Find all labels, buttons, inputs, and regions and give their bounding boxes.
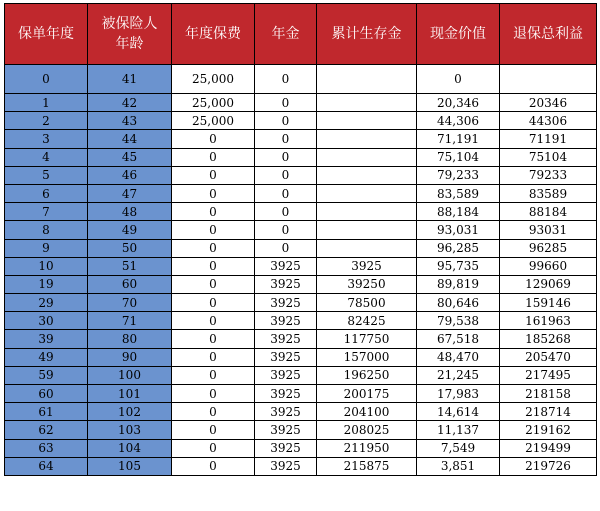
cell-cash-value: 79,233	[417, 166, 500, 184]
table-row	[5, 65, 597, 94]
cell-annuity: 3925	[255, 421, 317, 439]
cell-cumulative-survival: 39250	[317, 275, 417, 293]
cell-cash-value: 80,646	[417, 294, 500, 312]
cell-insured-age: 44	[88, 130, 172, 148]
table-row	[5, 148, 597, 166]
cell-cumulative-survival	[317, 112, 417, 130]
cell-cumulative-survival	[317, 184, 417, 202]
cell-insured-age: 102	[88, 403, 172, 421]
cell-policy-year: 10	[5, 257, 88, 275]
cell-cash-value: 67,518	[417, 330, 500, 348]
cell-total-surrender: 83589	[500, 184, 597, 202]
cell-total-surrender: 44306	[500, 112, 597, 130]
cell-policy-year: 4	[5, 148, 88, 166]
cell-insured-age: 80	[88, 330, 172, 348]
cell-cumulative-survival	[317, 203, 417, 221]
table-row	[5, 457, 597, 475]
cell-annuity: 0	[255, 184, 317, 202]
cell-annual-premium: 0	[172, 330, 255, 348]
cell-policy-year: 5	[5, 166, 88, 184]
cell-annual-premium: 0	[172, 166, 255, 184]
cell-total-surrender: 75104	[500, 148, 597, 166]
cell-annuity: 3925	[255, 330, 317, 348]
cell-insured-age: 49	[88, 221, 172, 239]
cell-policy-year: 0	[5, 65, 88, 94]
cell-cash-value: 7,549	[417, 439, 500, 457]
cell-annuity: 3925	[255, 366, 317, 384]
cell-cumulative-survival: 196250	[317, 366, 417, 384]
cell-policy-year: 29	[5, 294, 88, 312]
cell-total-surrender: 79233	[500, 166, 597, 184]
cell-cumulative-survival: 117750	[317, 330, 417, 348]
cell-annuity: 3925	[255, 403, 317, 421]
cell-policy-year: 30	[5, 312, 88, 330]
cell-cash-value: 79,538	[417, 312, 500, 330]
header-insured-age-label: 被保险人年龄	[101, 16, 158, 52]
table-row	[5, 385, 597, 403]
table-row	[5, 403, 597, 421]
table-row	[5, 330, 597, 348]
cell-policy-year: 19	[5, 275, 88, 293]
cell-insured-age: 105	[88, 457, 172, 475]
cell-insured-age: 70	[88, 294, 172, 312]
cell-annuity: 3925	[255, 457, 317, 475]
table-row	[5, 166, 597, 184]
cell-annual-premium: 0	[172, 457, 255, 475]
cell-cash-value: 71,191	[417, 130, 500, 148]
cell-insured-age: 60	[88, 275, 172, 293]
cell-insured-age: 71	[88, 312, 172, 330]
cell-annuity: 0	[255, 94, 317, 112]
cell-total-surrender: 129069	[500, 275, 597, 293]
cell-total-surrender: 93031	[500, 221, 597, 239]
cell-policy-year: 62	[5, 421, 88, 439]
table-row	[5, 112, 597, 130]
cell-annual-premium: 0	[172, 348, 255, 366]
cell-annuity: 3925	[255, 348, 317, 366]
cell-annuity: 3925	[255, 385, 317, 403]
table-body	[5, 65, 597, 476]
cell-total-surrender: 219726	[500, 457, 597, 475]
cell-cash-value: 95,735	[417, 257, 500, 275]
cell-cash-value: 48,470	[417, 348, 500, 366]
cell-annuity: 3925	[255, 257, 317, 275]
cell-annual-premium: 0	[172, 294, 255, 312]
cell-insured-age: 48	[88, 203, 172, 221]
cell-cumulative-survival	[317, 148, 417, 166]
cell-cumulative-survival: 157000	[317, 348, 417, 366]
table-row	[5, 221, 597, 239]
cell-insured-age: 90	[88, 348, 172, 366]
cell-annual-premium: 0	[172, 312, 255, 330]
cell-insured-age: 104	[88, 439, 172, 457]
cell-cumulative-survival: 211950	[317, 439, 417, 457]
cell-policy-year: 39	[5, 330, 88, 348]
cell-total-surrender: 20346	[500, 94, 597, 112]
cell-cash-value: 83,589	[417, 184, 500, 202]
cell-cash-value: 14,614	[417, 403, 500, 421]
cell-insured-age: 45	[88, 148, 172, 166]
table-row	[5, 348, 597, 366]
cell-policy-year: 60	[5, 385, 88, 403]
cell-annuity: 3925	[255, 294, 317, 312]
table-row	[5, 239, 597, 257]
cell-cash-value: 96,285	[417, 239, 500, 257]
cell-annuity: 3925	[255, 275, 317, 293]
cell-policy-year: 63	[5, 439, 88, 457]
header-cash-value: 现金价值	[417, 4, 500, 65]
header-policy-year: 保单年度	[5, 4, 88, 65]
cell-insured-age: 101	[88, 385, 172, 403]
cell-total-surrender: 219499	[500, 439, 597, 457]
cell-total-surrender: 71191	[500, 130, 597, 148]
cell-insured-age: 103	[88, 421, 172, 439]
cell-cash-value: 11,137	[417, 421, 500, 439]
cell-total-surrender: 96285	[500, 239, 597, 257]
cell-cash-value: 3,851	[417, 457, 500, 475]
cell-total-surrender: 205470	[500, 348, 597, 366]
cell-total-surrender: 159146	[500, 294, 597, 312]
cell-cash-value: 20,346	[417, 94, 500, 112]
table-row	[5, 203, 597, 221]
cell-total-surrender: 88184	[500, 203, 597, 221]
cell-cumulative-survival	[317, 65, 417, 94]
cell-annual-premium: 0	[172, 275, 255, 293]
cell-policy-year: 6	[5, 184, 88, 202]
cell-annuity: 0	[255, 130, 317, 148]
cell-total-surrender	[500, 65, 597, 94]
cell-annual-premium: 0	[172, 221, 255, 239]
cell-insured-age: 43	[88, 112, 172, 130]
cell-annual-premium: 0	[172, 257, 255, 275]
cell-annual-premium: 0	[172, 130, 255, 148]
cell-insured-age: 51	[88, 257, 172, 275]
cell-annual-premium: 0	[172, 403, 255, 421]
cell-insured-age: 47	[88, 184, 172, 202]
table-row	[5, 312, 597, 330]
table-row	[5, 366, 597, 384]
table-row	[5, 257, 597, 275]
cell-annual-premium: 0	[172, 366, 255, 384]
cell-annual-premium: 0	[172, 439, 255, 457]
cell-cash-value: 75,104	[417, 148, 500, 166]
cell-annual-premium: 0	[172, 385, 255, 403]
table-row	[5, 275, 597, 293]
cell-annual-premium: 0	[172, 421, 255, 439]
cell-policy-year: 61	[5, 403, 88, 421]
cell-policy-year: 8	[5, 221, 88, 239]
cell-policy-year: 59	[5, 366, 88, 384]
cell-cumulative-survival	[317, 94, 417, 112]
cell-total-surrender: 218158	[500, 385, 597, 403]
cell-annual-premium: 25,000	[172, 112, 255, 130]
cell-cash-value: 88,184	[417, 203, 500, 221]
cell-cash-value: 93,031	[417, 221, 500, 239]
cell-cumulative-survival: 204100	[317, 403, 417, 421]
cell-cumulative-survival	[317, 166, 417, 184]
cell-total-surrender: 217495	[500, 366, 597, 384]
cell-insured-age: 46	[88, 166, 172, 184]
cell-annuity: 0	[255, 65, 317, 94]
header-total-surrender: 退保总利益	[500, 4, 597, 65]
cell-cumulative-survival: 82425	[317, 312, 417, 330]
table-row	[5, 184, 597, 202]
cell-cumulative-survival: 78500	[317, 294, 417, 312]
cell-policy-year: 9	[5, 239, 88, 257]
cell-annuity: 0	[255, 112, 317, 130]
cell-policy-year: 2	[5, 112, 88, 130]
cell-annual-premium: 0	[172, 239, 255, 257]
cell-policy-year: 7	[5, 203, 88, 221]
cell-annuity: 0	[255, 221, 317, 239]
cell-annual-premium: 25,000	[172, 94, 255, 112]
cell-cumulative-survival: 200175	[317, 385, 417, 403]
cell-annual-premium: 0	[172, 203, 255, 221]
cell-cumulative-survival	[317, 239, 417, 257]
cell-total-surrender: 99660	[500, 257, 597, 275]
cell-annuity: 0	[255, 148, 317, 166]
cell-cumulative-survival	[317, 130, 417, 148]
cell-annual-premium: 25,000	[172, 65, 255, 94]
cell-total-surrender: 161963	[500, 312, 597, 330]
cell-policy-year: 49	[5, 348, 88, 366]
header-annuity: 年金	[255, 4, 317, 65]
cell-insured-age: 50	[88, 239, 172, 257]
cell-total-surrender: 219162	[500, 421, 597, 439]
cell-cash-value: 44,306	[417, 112, 500, 130]
table-row	[5, 439, 597, 457]
cell-policy-year: 64	[5, 457, 88, 475]
benefit-table	[4, 3, 597, 476]
table-header-row	[5, 4, 597, 65]
cell-annuity: 3925	[255, 312, 317, 330]
cell-total-surrender: 185268	[500, 330, 597, 348]
cell-cash-value: 0	[417, 65, 500, 94]
table-row	[5, 421, 597, 439]
header-cumulative-survival: 累计生存金	[317, 4, 417, 65]
cell-cash-value: 89,819	[417, 275, 500, 293]
header-insured-age	[88, 4, 172, 65]
cell-insured-age: 42	[88, 94, 172, 112]
table-row	[5, 294, 597, 312]
cell-annual-premium: 0	[172, 184, 255, 202]
cell-annuity: 0	[255, 239, 317, 257]
cell-annuity: 0	[255, 166, 317, 184]
cell-cash-value: 21,245	[417, 366, 500, 384]
cell-annuity: 0	[255, 203, 317, 221]
cell-policy-year: 1	[5, 94, 88, 112]
cell-cumulative-survival	[317, 221, 417, 239]
table-row	[5, 94, 597, 112]
cell-insured-age: 41	[88, 65, 172, 94]
cell-cumulative-survival: 208025	[317, 421, 417, 439]
header-annual-premium: 年度保费	[172, 4, 255, 65]
cell-annual-premium: 0	[172, 148, 255, 166]
cell-cumulative-survival: 3925	[317, 257, 417, 275]
cell-cumulative-survival: 215875	[317, 457, 417, 475]
cell-insured-age: 100	[88, 366, 172, 384]
cell-annuity: 3925	[255, 439, 317, 457]
cell-cash-value: 17,983	[417, 385, 500, 403]
cell-policy-year: 3	[5, 130, 88, 148]
table-row	[5, 130, 597, 148]
cell-total-surrender: 218714	[500, 403, 597, 421]
